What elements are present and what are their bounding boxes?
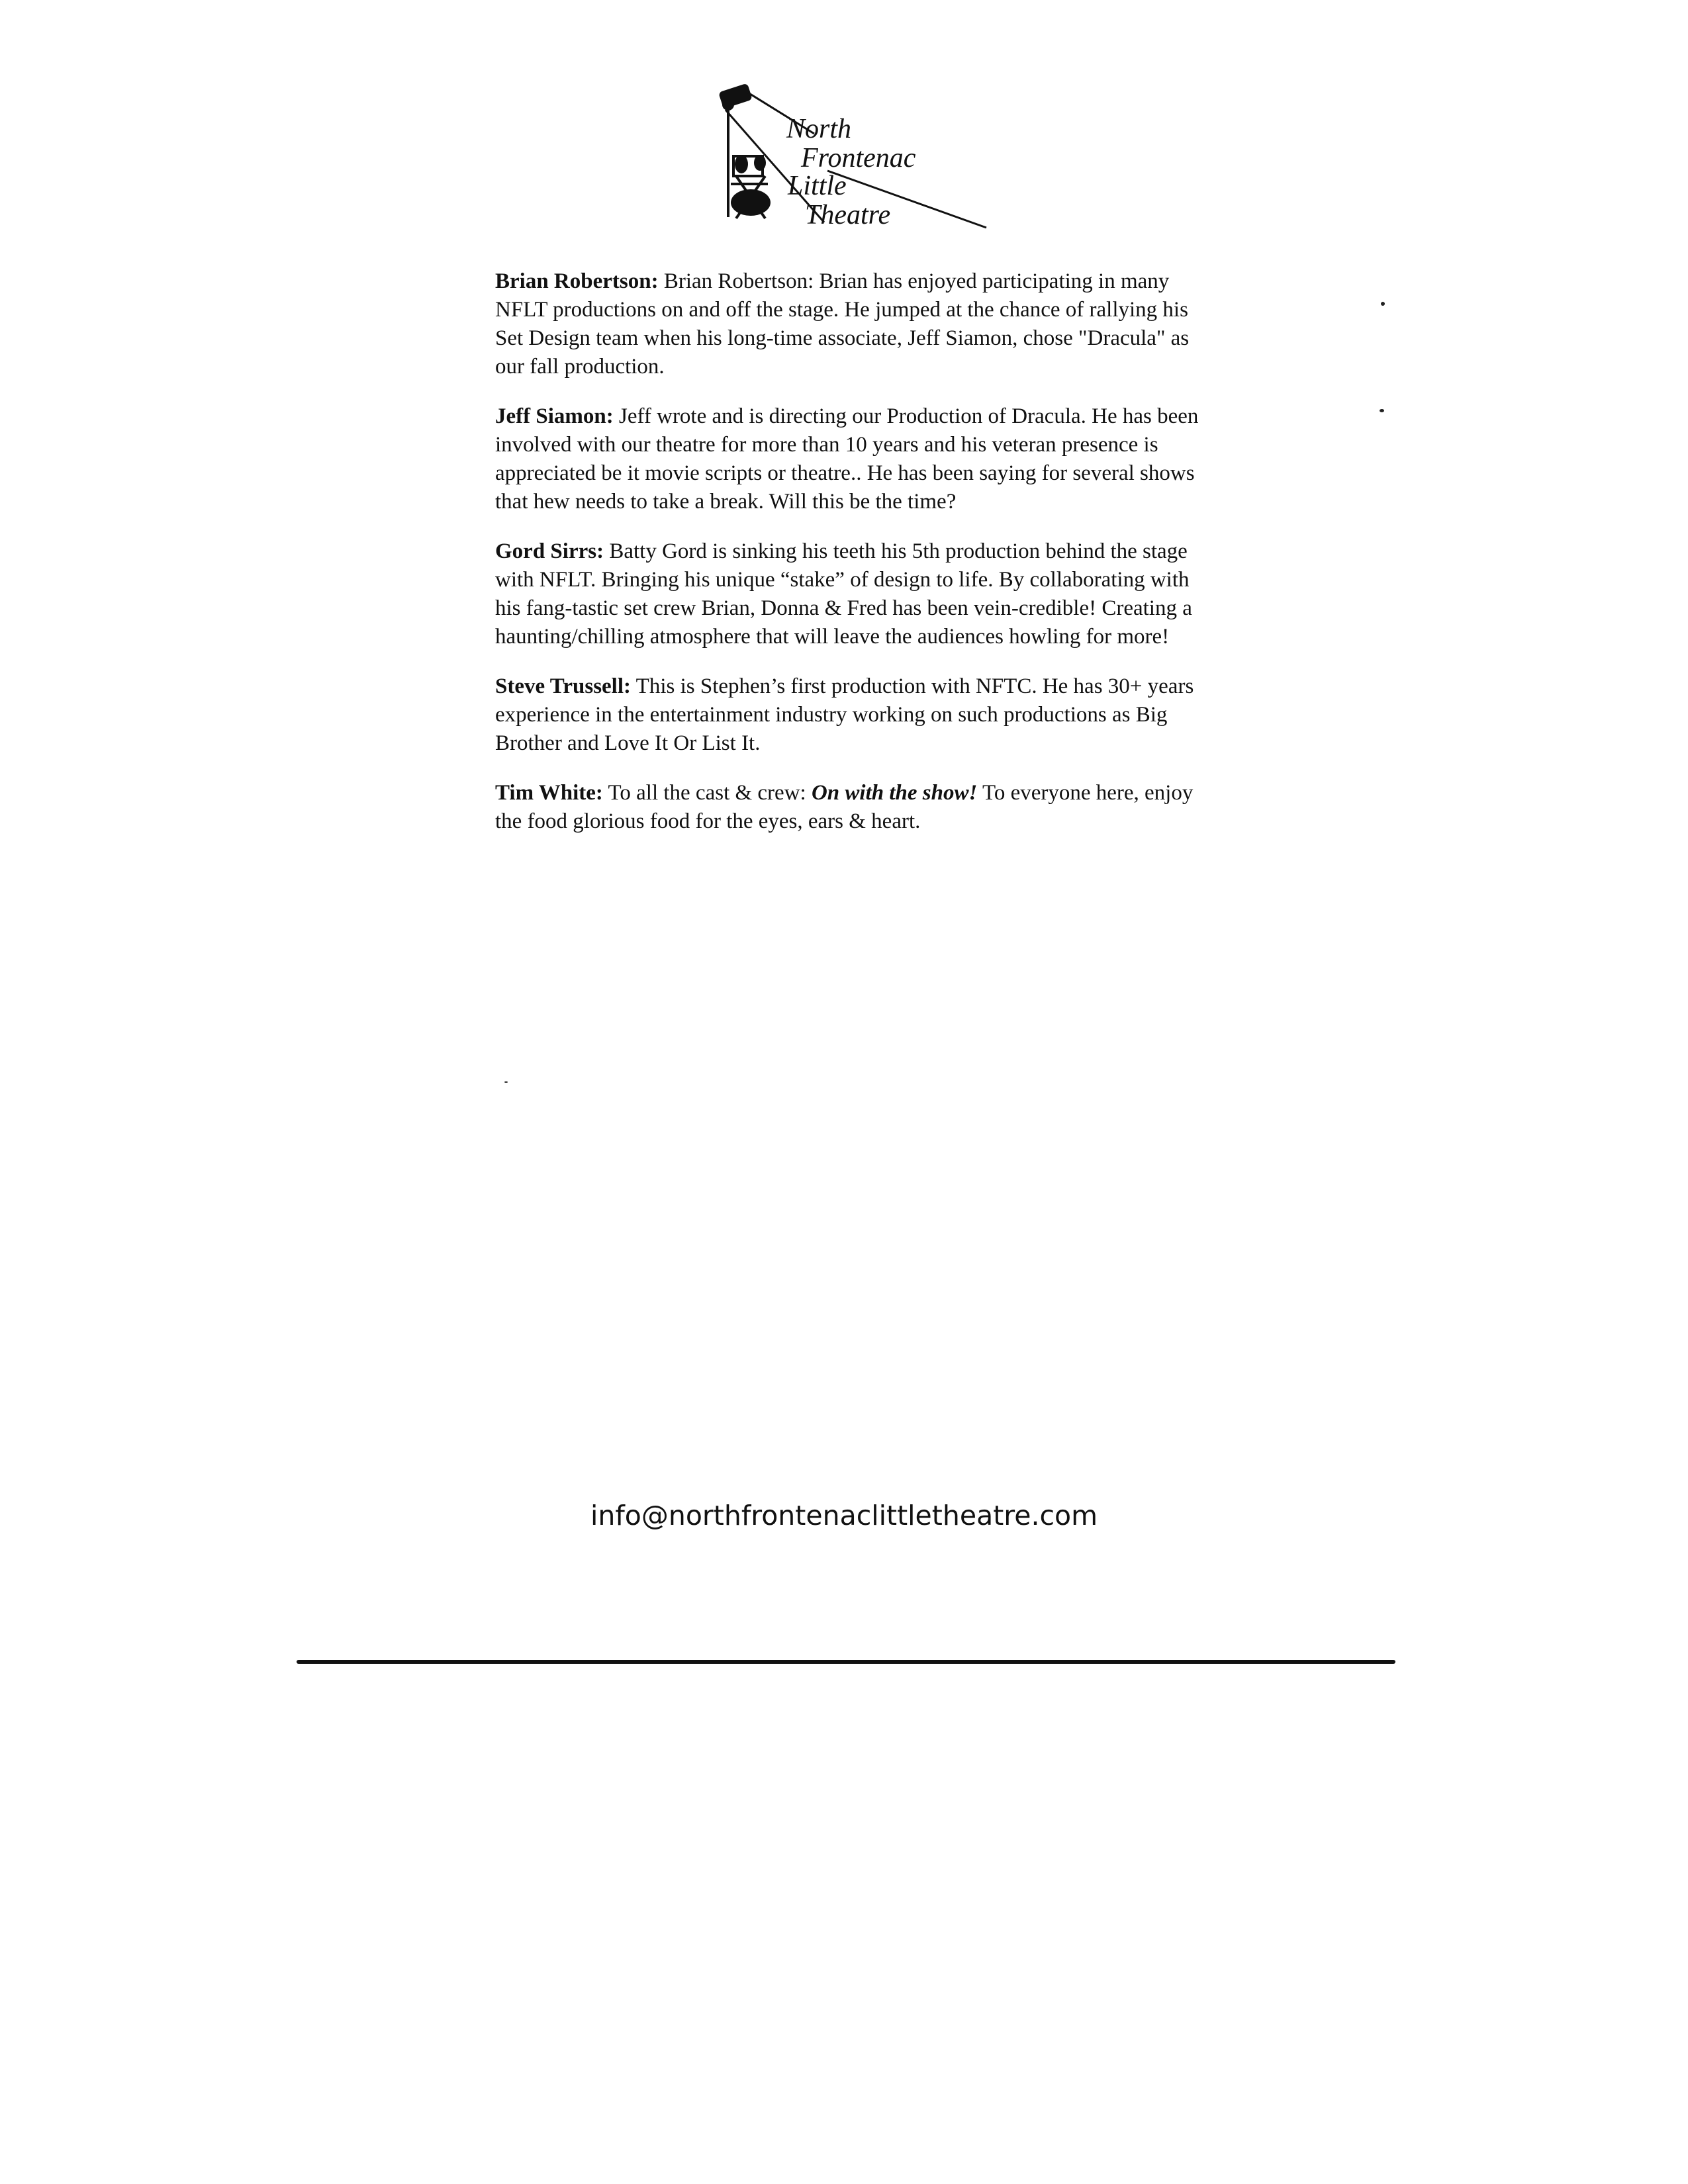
scan-speck bbox=[504, 1081, 508, 1083]
logo-line-frontenac: Frontenac bbox=[801, 143, 916, 173]
bio-text: Batty Gord is sinking his teeth his 5th production behind the stage with NFLT. Bringing his unique “stake” of design to life. By collaborating with his fang-tastic set crew Brian, Donna & Fred has been vein-credible! Creating a haunting/chilling atmosphere that will leave the audiences howling for more! bbox=[495, 539, 1192, 649]
bio-text: Brian Robertson: Brian has enjoyed participating in many NFLT productions on and off the stage. He jumped at the chance of rallying his Set Design team when his long-time associate, Jeff Siamon, chose "Dracula" as our fall production. bbox=[495, 269, 1190, 379]
bio-gord-sirrs bbox=[495, 537, 1217, 651]
bio-name: Brian Robertson: bbox=[495, 269, 659, 293]
contact-email: info@northfrontenaclittletheatre.com bbox=[590, 1500, 1098, 1531]
scan-speck bbox=[1380, 409, 1384, 412]
logo-line-north: North bbox=[786, 114, 852, 144]
bio-tim-white bbox=[495, 779, 1217, 836]
bio-text: Jeff wrote and is directing our Production of Dracula. He has been involved with our theatre for more than 10 years and his veteran presence is appreciated be it movie scripts or theatre.. He has been saying for several shows that hew needs to take a break. Will this be the time? bbox=[495, 404, 1199, 514]
bio-text: To everyone here, enjoy the food glorious food for the eyes, ears & heart. bbox=[495, 781, 1194, 833]
bio-text: To all the cast & crew: bbox=[602, 781, 812, 805]
bio-emphasis: On with the show! bbox=[811, 781, 978, 805]
bio-brian-robertson bbox=[495, 267, 1217, 381]
divider-line bbox=[297, 1660, 1395, 1664]
bio-name: Steve Trussell: bbox=[495, 674, 632, 698]
bio-name: Gord Sirrs: bbox=[495, 539, 604, 563]
bio-jeff-siamon bbox=[495, 402, 1217, 516]
crew-bios bbox=[495, 267, 1217, 857]
theatre-logo bbox=[702, 78, 993, 237]
bio-steve-trussell bbox=[495, 672, 1217, 758]
logo-line-little: Little bbox=[788, 171, 847, 201]
logo-line-theatre: Theatre bbox=[805, 200, 891, 230]
scan-speck bbox=[1381, 302, 1385, 306]
bio-name: Jeff Siamon: bbox=[495, 404, 614, 428]
bio-text: This is Stephen’s first production with NFTC. He has 30+ years experience in the entertainment industry working on such productions as Big Brother and Love It Or List It. bbox=[495, 674, 1194, 755]
bio-name: Tim White: bbox=[495, 781, 603, 805]
